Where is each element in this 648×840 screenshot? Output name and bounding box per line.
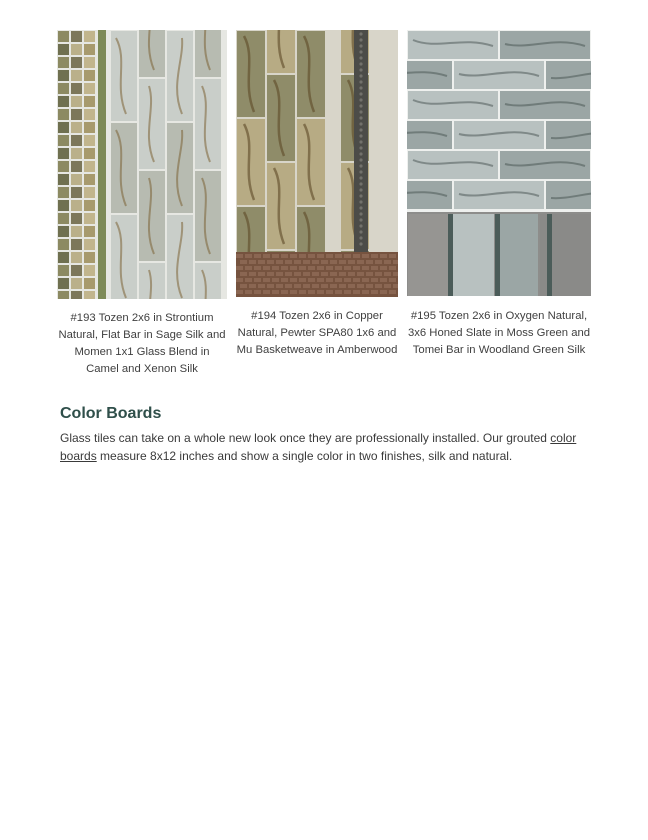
mosaic-tile (58, 57, 69, 68)
basketweave-tile (249, 260, 256, 264)
basketweave-tile (344, 278, 351, 282)
pewter-texture (359, 212, 362, 215)
pewter-texture (359, 146, 362, 149)
tomei-bar (495, 214, 500, 296)
pewter-texture (359, 116, 362, 119)
caption-195: #195 Tozen 2x6 in Oxygen Natural, 3x6 Honed Slate in Moss Green and Tomei Bar in Woodland Green Silk (407, 310, 591, 356)
mosaic-tile (84, 278, 95, 289)
basketweave-tile (267, 284, 274, 288)
basketweave-tile (380, 278, 387, 282)
glass-tile (195, 30, 221, 77)
basketweave-tile (317, 278, 324, 282)
basketweave-tile (389, 266, 396, 270)
mosaic-tile (58, 213, 69, 224)
basketweave-tile (308, 266, 315, 270)
basketweave-tile (245, 266, 252, 270)
basketweave-tile (321, 272, 328, 276)
tile-photo-194 (236, 30, 398, 297)
basketweave-tile (254, 254, 261, 258)
mosaic-tile (84, 96, 95, 107)
basketweave-tile (254, 266, 261, 270)
basketweave-tile (330, 260, 337, 264)
mosaic-tile (84, 44, 95, 55)
mosaic-tile (58, 187, 69, 198)
mosaic-tile (58, 265, 69, 276)
basketweave-tile (330, 272, 337, 276)
paragraph-text-start: Glass tiles can take on a whole new look once they are professionally installed. Our grouted (60, 431, 551, 445)
tile-photo-193 (57, 30, 227, 299)
basketweave-tile (335, 290, 342, 294)
pewter-texture (359, 56, 362, 59)
mosaic-tile (58, 252, 69, 263)
basketweave-tile (321, 284, 328, 288)
glass-tile (408, 91, 498, 119)
basketweave-tile (326, 266, 333, 270)
mosaic-tile (58, 226, 69, 237)
mosaic-tile (84, 265, 95, 276)
basketweave-tile (308, 290, 315, 294)
basketweave-tile (272, 290, 279, 294)
basketweave-tile (380, 290, 387, 294)
basketweave-tile (366, 284, 373, 288)
basketweave-tile (272, 254, 279, 258)
mosaic-tile (71, 122, 82, 133)
basketweave-tile (299, 254, 306, 258)
basketweave-tile (240, 260, 247, 264)
basketweave-tile (281, 266, 288, 270)
basketweave-tile (375, 272, 382, 276)
pewter-texture (359, 140, 362, 143)
mosaic-tile (84, 213, 95, 224)
mosaic-tile (58, 109, 69, 120)
basketweave-tile (308, 254, 315, 258)
flat-bar (98, 30, 106, 299)
mosaic-tile (84, 252, 95, 263)
basketweave-tile (371, 290, 378, 294)
basketweave-tile (290, 290, 297, 294)
section-paragraph (60, 429, 590, 465)
basketweave-tile (290, 254, 297, 258)
basketweave-tile (384, 260, 391, 264)
basketweave-tile (371, 254, 378, 258)
basketweave-tile (267, 272, 274, 276)
basketweave-tile (348, 284, 355, 288)
tomei-bar (547, 214, 552, 296)
mosaic-tile (84, 226, 95, 237)
basketweave-tile (276, 272, 283, 276)
basketweave-tile (380, 266, 387, 270)
mosaic-tile (58, 174, 69, 185)
tomei-bar (448, 214, 453, 296)
basketweave-tile (335, 266, 342, 270)
basketweave-tile (339, 284, 346, 288)
mosaic-tile (71, 200, 82, 211)
basketweave-tile (326, 290, 333, 294)
basketweave-tile (344, 290, 351, 294)
mosaic-tile (58, 278, 69, 289)
basketweave-tile (258, 260, 265, 264)
mosaic-tile (84, 135, 95, 146)
basketweave-tile (362, 266, 369, 270)
pewter-texture (359, 170, 362, 173)
slate-tile (408, 214, 450, 296)
basketweave-tile (344, 254, 351, 258)
basketweave-tile (258, 272, 265, 276)
basketweave-tile (272, 266, 279, 270)
basketweave-tile (312, 260, 319, 264)
pewter-texture (359, 110, 362, 113)
basketweave-tile (371, 266, 378, 270)
glass-tile (139, 30, 165, 77)
basketweave-tile (357, 272, 364, 276)
mosaic-tile (58, 135, 69, 146)
basketweave-tile (339, 260, 346, 264)
mosaic-tile (71, 187, 82, 198)
pewter-texture (359, 122, 362, 125)
pewter-texture (359, 74, 362, 77)
mosaic-tile (84, 31, 95, 42)
mosaic-tile (84, 122, 95, 133)
pewter-texture (359, 98, 362, 101)
basketweave-tile (348, 272, 355, 276)
basketweave-tile (384, 284, 391, 288)
basketweave-tile (285, 284, 292, 288)
glass-tile (195, 263, 221, 299)
basketweave-tile (245, 290, 252, 294)
basketweave-tile (348, 260, 355, 264)
pewter-texture (359, 230, 362, 233)
basketweave-tile (353, 254, 360, 258)
basketweave-tile (371, 278, 378, 282)
slate-tile (496, 214, 538, 296)
pewter-texture (359, 32, 362, 35)
basketweave-tile (240, 272, 247, 276)
basketweave-tile (254, 278, 261, 282)
slate-tile (452, 214, 494, 296)
pewter-texture (359, 62, 362, 65)
mosaic-tile (71, 161, 82, 172)
mosaic-tile (84, 70, 95, 81)
basketweave-tile (276, 284, 283, 288)
basketweave-tile (254, 290, 261, 294)
pewter-texture (359, 128, 362, 131)
pewter-texture (359, 206, 362, 209)
basketweave-tile (299, 266, 306, 270)
basketweave-tile (245, 254, 252, 258)
glass-tile (408, 151, 498, 179)
basketweave-tile (303, 284, 310, 288)
basketweave-tile (317, 254, 324, 258)
mosaic-tile (71, 70, 82, 81)
mosaic-tile (58, 291, 69, 299)
mosaic-tile (84, 174, 95, 185)
basketweave-tile (353, 278, 360, 282)
basketweave-tile (249, 284, 256, 288)
pewter-texture (359, 182, 362, 185)
basketweave-tile (236, 290, 243, 294)
glass-tile (111, 215, 137, 299)
pewter-texture (359, 80, 362, 83)
mosaic-tile (58, 148, 69, 159)
pewter-texture (359, 68, 362, 71)
basketweave-tile (236, 254, 243, 258)
mosaic-tile (58, 161, 69, 172)
pewter-texture (359, 158, 362, 161)
tile-photo-194-image (236, 30, 398, 297)
mosaic-tile (71, 226, 82, 237)
pewter-texture (359, 242, 362, 245)
basketweave-tile (263, 266, 270, 270)
basketweave-tile (312, 284, 319, 288)
basketweave-tile (393, 272, 398, 276)
pewter-texture (359, 134, 362, 137)
glass-tile (139, 263, 165, 299)
glass-tile (408, 31, 498, 59)
basketweave-tile (236, 278, 243, 282)
tile-photo-195 (407, 30, 591, 296)
basketweave-tile (362, 278, 369, 282)
mosaic-tile (71, 239, 82, 250)
mosaic-tile (71, 213, 82, 224)
basketweave-tile (326, 254, 333, 258)
basketweave-tile (290, 278, 297, 282)
basketweave-tile (362, 290, 369, 294)
basketweave-tile (263, 278, 270, 282)
basketweave-tile (245, 278, 252, 282)
tile-photo-195-image (407, 30, 591, 296)
basketweave-tile (281, 254, 288, 258)
basketweave-tile (263, 290, 270, 294)
basketweave-tile (389, 278, 396, 282)
mosaic-tile (58, 200, 69, 211)
basketweave-tile (335, 254, 342, 258)
mosaic-tile (84, 109, 95, 120)
mosaic-tile (84, 291, 95, 299)
basketweave-tile (393, 260, 398, 264)
mosaic-tile (71, 57, 82, 68)
mosaic-tile (71, 291, 82, 299)
basketweave-tile (326, 278, 333, 282)
mosaic-tile (58, 96, 69, 107)
basketweave-tile (317, 266, 324, 270)
basketweave-tile (375, 260, 382, 264)
color-boards-link[interactable]: color boards (60, 431, 577, 463)
mosaic-tile (84, 200, 95, 211)
caption-193: #193 Tozen 2x6 in Strontium Natural, Flat Bar in Sage Silk and Momen 1x1 Glass Blend in Camel and Xenon Silk (58, 312, 226, 375)
basketweave-tile (299, 290, 306, 294)
basketweave-tile (317, 290, 324, 294)
glass-tile (267, 30, 295, 73)
basketweave-tile (303, 260, 310, 264)
basketweave-tile (366, 260, 373, 264)
pewter-texture (359, 194, 362, 197)
glass-tile (167, 215, 193, 299)
mosaic-tile (84, 57, 95, 68)
basketweave-tile (375, 284, 382, 288)
pewter-texture (359, 50, 362, 53)
basketweave-tile (236, 266, 243, 270)
basketweave-tile (366, 272, 373, 276)
basketweave-tile (362, 254, 369, 258)
basketweave-tile (384, 272, 391, 276)
basketweave-tile (312, 272, 319, 276)
basketweave-tile (290, 266, 297, 270)
basketweave-tile (258, 284, 265, 288)
basketweave-tile (281, 290, 288, 294)
mosaic-tile (58, 70, 69, 81)
pewter-texture (359, 218, 362, 221)
basketweave-tile (330, 284, 337, 288)
mosaic-tile (71, 31, 82, 42)
mosaic-tile (58, 44, 69, 55)
basketweave-tile (353, 290, 360, 294)
tile-photo-193-image (57, 30, 227, 299)
mosaic-tile (58, 83, 69, 94)
mosaic-tile (84, 187, 95, 198)
pewter-texture (359, 224, 362, 227)
mosaic-tile (58, 31, 69, 42)
mosaic-tile (84, 148, 95, 159)
basketweave-tile (240, 284, 247, 288)
basketweave-tile (389, 290, 396, 294)
basketweave-tile (321, 260, 328, 264)
mosaic-tile (84, 83, 95, 94)
basketweave-tile (267, 260, 274, 264)
basketweave-tile (335, 278, 342, 282)
basketweave-tile (249, 272, 256, 276)
basketweave-tile (303, 272, 310, 276)
pewter-texture (359, 176, 362, 179)
mosaic-tile (58, 239, 69, 250)
tile-gallery (0, 0, 648, 400)
color-boards-section (60, 404, 590, 465)
mosaic-tile (71, 44, 82, 55)
pewter-texture (359, 152, 362, 155)
pewter-texture (359, 86, 362, 89)
basketweave-tile (285, 260, 292, 264)
pewter-texture (359, 44, 362, 47)
mosaic-tile (71, 252, 82, 263)
basketweave-tile (353, 266, 360, 270)
mosaic-tile (71, 174, 82, 185)
mosaic-tile (71, 265, 82, 276)
mosaic-tile (71, 278, 82, 289)
basketweave-tile (344, 266, 351, 270)
pewter-texture (359, 188, 362, 191)
mosaic-tile (71, 148, 82, 159)
basketweave-tile (263, 254, 270, 258)
basketweave-tile (272, 278, 279, 282)
basketweave-tile (285, 272, 292, 276)
mosaic-tile (84, 161, 95, 172)
pewter-texture (359, 200, 362, 203)
basketweave-tile (380, 254, 387, 258)
pewter-texture (359, 38, 362, 41)
section-heading: Color Boards (60, 405, 162, 422)
basketweave-tile (339, 272, 346, 276)
basketweave-tile (281, 278, 288, 282)
pewter-texture (359, 236, 362, 239)
mosaic-tile (71, 83, 82, 94)
basketweave-tile (299, 278, 306, 282)
basketweave-tile (294, 284, 301, 288)
basketweave-tile (389, 254, 396, 258)
basketweave-tile (357, 284, 364, 288)
pewter-texture (359, 92, 362, 95)
basketweave-tile (294, 272, 301, 276)
mosaic-tile (58, 122, 69, 133)
basketweave-tile (357, 260, 364, 264)
mosaic-tile (71, 135, 82, 146)
mosaic-tile (71, 109, 82, 120)
caption-194: #194 Tozen 2x6 in Copper Natural, Pewter SPA80 1x6 and Mu Basketweave in Amberwood (236, 310, 398, 356)
basketweave-tile (308, 278, 315, 282)
basketweave-tile (294, 260, 301, 264)
basketweave-tile (393, 284, 398, 288)
basketweave-tile (276, 260, 283, 264)
paragraph-text-end: measure 8x12 inches and show a single color in two finishes, silk and natural. (96, 449, 513, 463)
mosaic-tile (71, 96, 82, 107)
pewter-texture (359, 164, 362, 167)
mosaic-tile (84, 239, 95, 250)
pewter-texture (359, 104, 362, 107)
